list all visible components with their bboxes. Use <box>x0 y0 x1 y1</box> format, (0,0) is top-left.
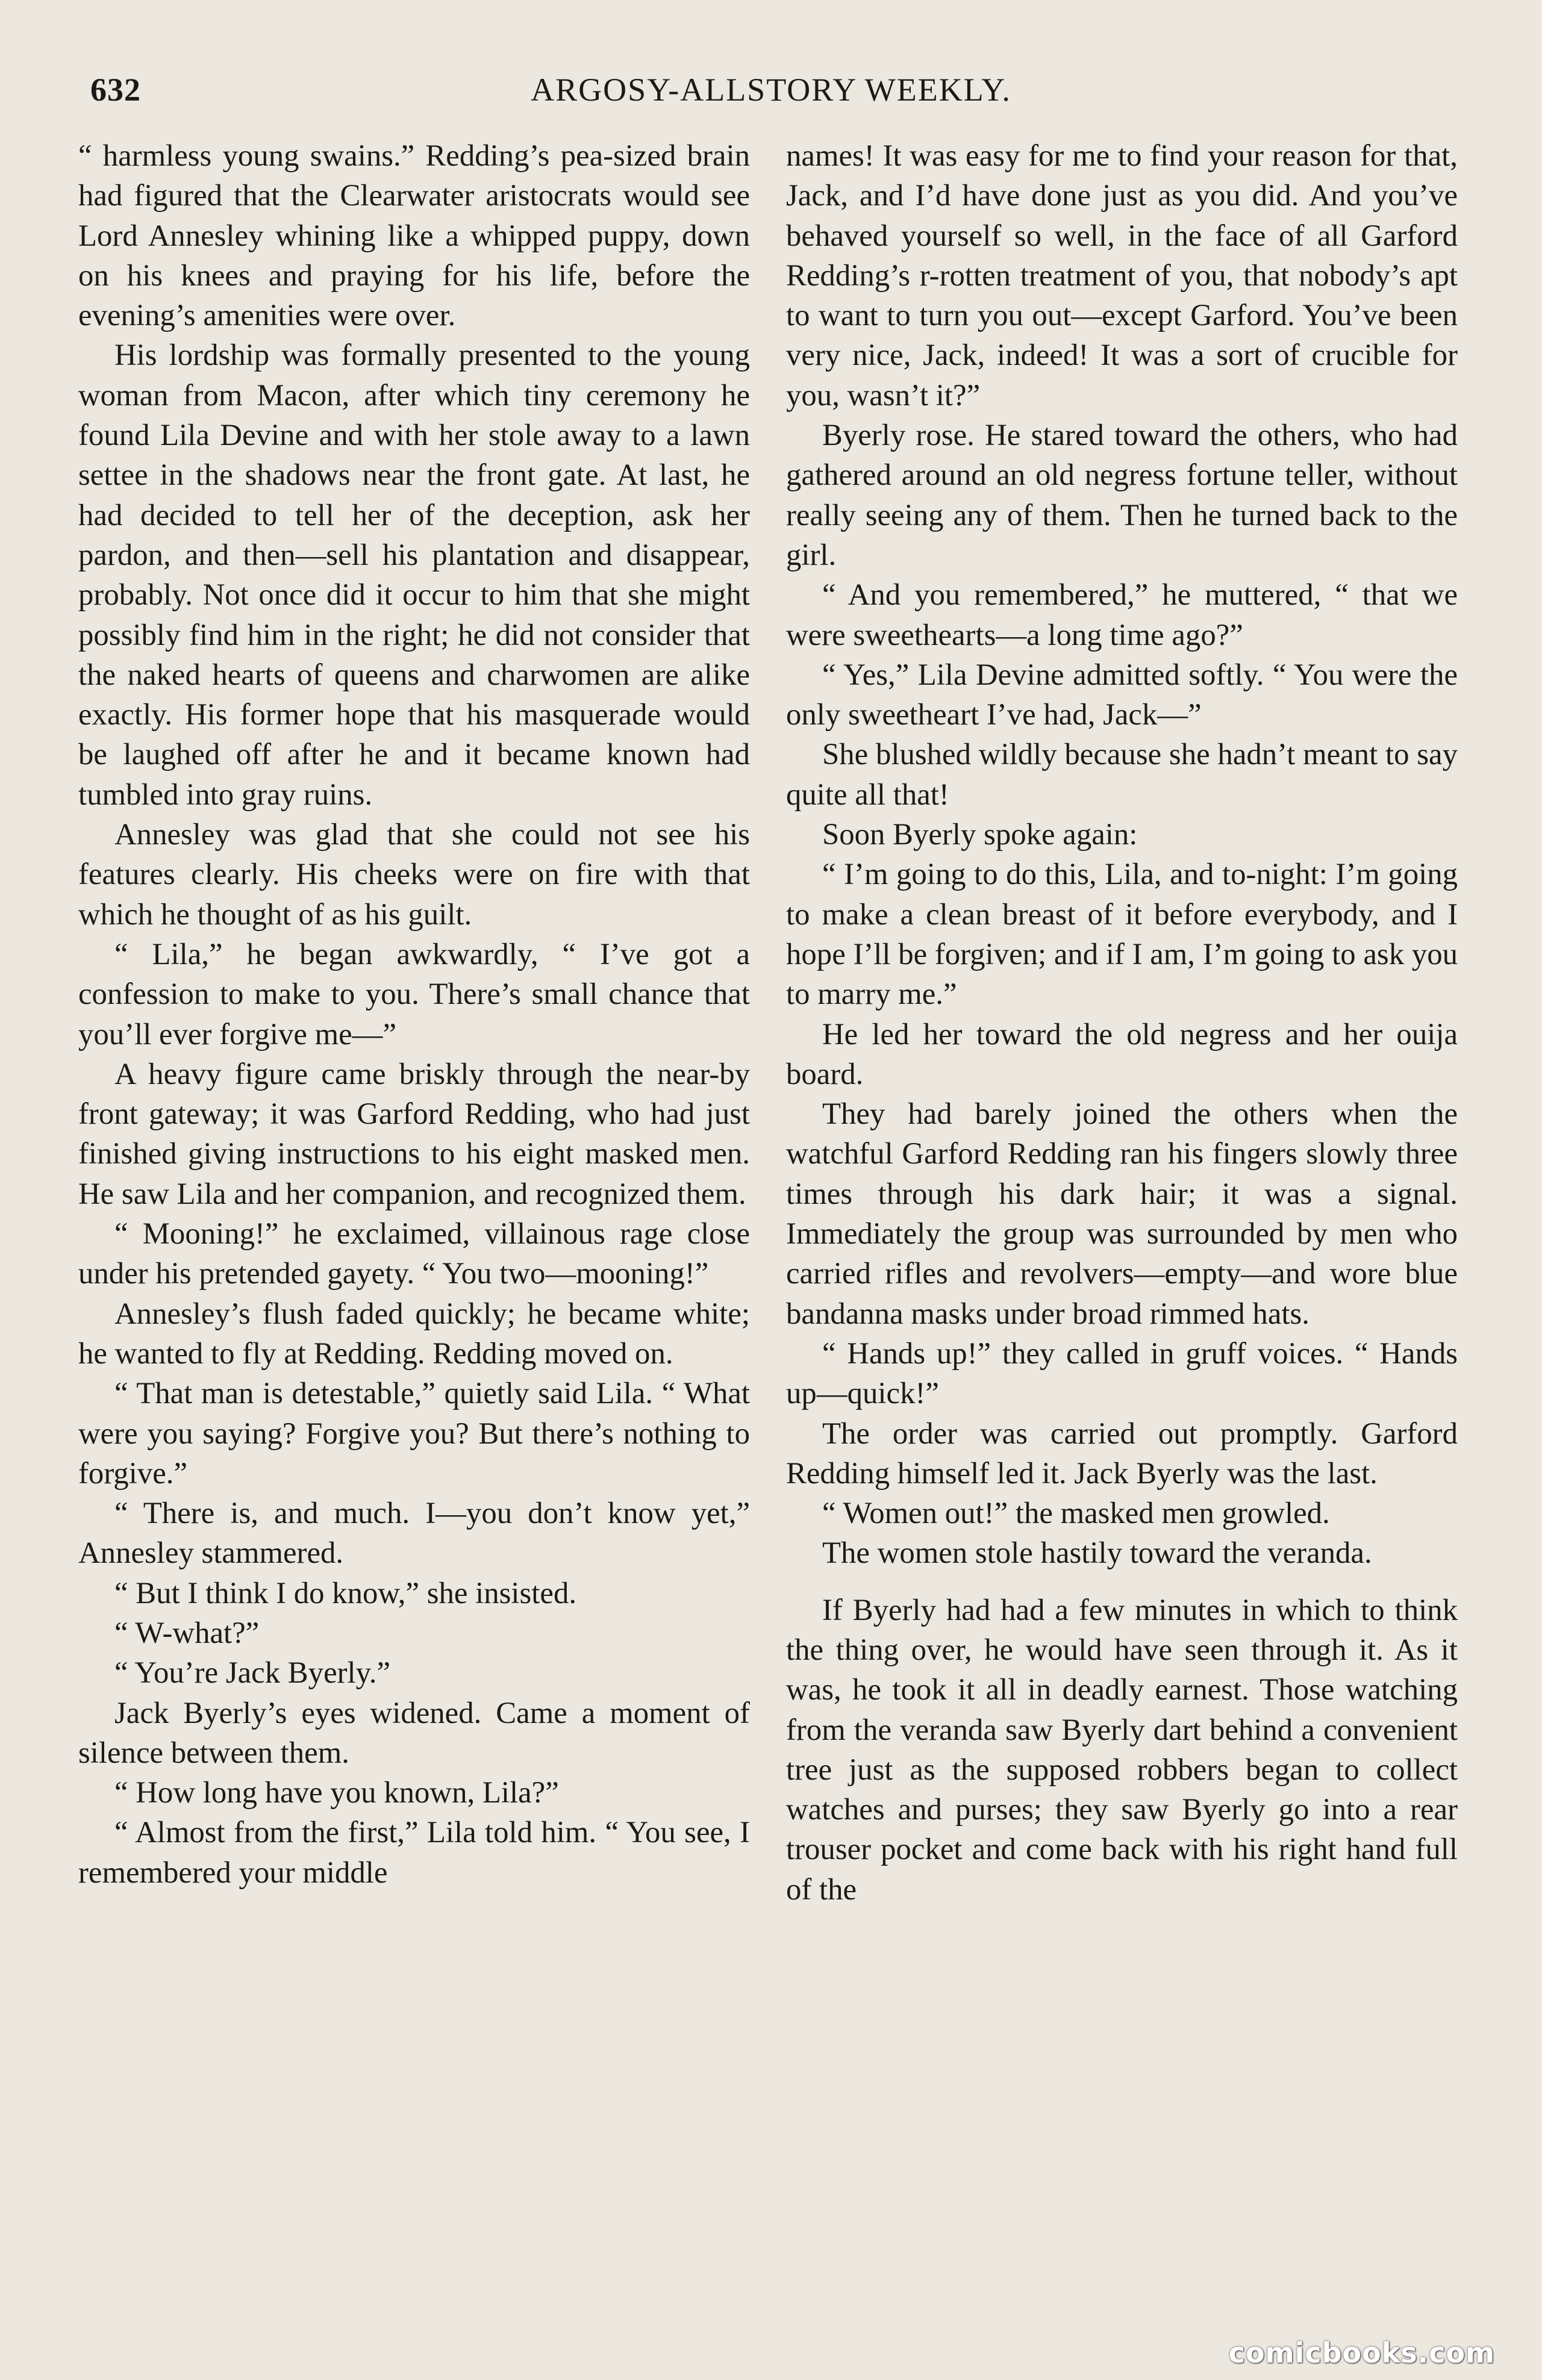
paragraph: “ Lila,” he began awkwardly, “ I’ve got a confession to make to you. There’s small chance that you’ll ever forgive me—” <box>78 936 750 1051</box>
paragraph: Jack Byerly’s eyes widened. Came a moment of silence between them. <box>78 1695 750 1769</box>
paragraph: “ But I think I do know,” she insisted. <box>114 1575 577 1610</box>
running-head: ARGOSY-ALLSTORY WEEKLY. <box>531 72 1011 108</box>
paragraph: “ Yes,” Lila Devine admitted softly. “ You were the only sweetheart I’ve had, Jack—” <box>786 657 1458 732</box>
paragraph: Byerly rose. He stared toward the others, who had gathered around an old negress fortune teller, without really seeing any of them. Then he turned back to the girl. <box>786 418 1458 572</box>
page-header <box>90 71 1452 125</box>
paragraph: The order was carried out promptly. Garford Redding himself led it. Jack Byerly was the last. <box>786 1416 1458 1490</box>
paragraph: “ You’re Jack Byerly.” <box>114 1656 390 1690</box>
paragraph: “ Almost from the first,” Lila told him. “ You see, I remembered your middle <box>78 1815 750 1889</box>
page-number: 632 <box>90 72 141 108</box>
paragraph: “ That man is detestable,” quietly said Lila. “ What were you saying? Forgive you? But there’s nothing to forgive.” <box>78 1376 750 1490</box>
right-column <box>786 136 1458 2255</box>
paragraph: “ There is, and much. I—you don’t know yet,” Annesley stammered. <box>78 1496 750 1570</box>
paragraph: Soon Byerly spoke again: <box>822 817 1138 852</box>
paragraph: “ And you remembered,” he muttered, “ that we were sweethearts—a long time ago?” <box>786 578 1458 652</box>
paragraph: Annesley’s flush faded quickly; he became white; he wanted to fly at Redding. Redding moved on. <box>78 1296 750 1370</box>
paragraph: If Byerly had had a few minutes in which to think the thing over, he would have seen through it. As it was, he took it all in deadly earnest. Those watching from the veranda saw Byerly dart behind a convenient tree just as the supposed robbers began to collect watches and purses; they saw Byerly go into a rear trouser pocket and come back with his right hand full of the <box>786 1592 1458 1906</box>
left-column <box>78 136 750 2255</box>
text-columns <box>78 136 1458 2255</box>
paragraph: “ Women out!” the masked men growled. <box>822 1496 1330 1530</box>
paragraph: “ I’m going to do this, Lila, and to-night: I’m going to make a clean breast of it before everybody, and I hope I’ll be forgiven; and if I am, I’m going to ask you to marry me.” <box>786 857 1458 1011</box>
paragraph: The women stole hastily toward the veranda. <box>822 1536 1372 1570</box>
paragraph: They had barely joined the others when the watchful Garford Redding ran his fingers slowly three times through his dark hair; it was a signal. Immediately the group was surrounded by men who carried rifles and revolvers—empty—and wore blue bandanna masks under broad rimmed hats. <box>786 1097 1458 1330</box>
paragraph: He led her toward the old negress and her ouija board. <box>786 1017 1458 1091</box>
paragraph: His lordship was formally presented to the young woman from Macon, after which tiny ceremony he found Lila Devine and with her stole away to a lawn settee in the shadows near the front gate. At last, he had decided to tell her of the deception, ask her pardon, and then—sell his plantation and disappear, probably. Not once did it occur to him that she might possibly find him in the right; he did not consider that the naked hearts of queens and charwomen are alike exactly. His former hope that his masquerade would be laughed off after he and it became known had tumbled into gray ruins. <box>78 338 750 811</box>
paragraph: “ How long have you known, Lila?” <box>114 1775 559 1810</box>
paragraph: A heavy figure came briskly through the near-by front gateway; it was Garford Redding, who had just finished giving instructions to his eight masked men. He saw Lila and her companion, and recognized them. <box>78 1056 750 1210</box>
paragraph: “ Hands up!” they called in gruff voices. “ Hands up—quick!” <box>786 1336 1458 1410</box>
watermark: comicbooks.com <box>1228 2337 1495 2369</box>
paragraph: names! It was easy for me to find your reason for that, Jack, and I’d have done just as you did. And you’ve behaved yourself so well, in the face of all Garford Redding’s r-rotten treatment of you, that nobody’s apt to want to turn you out—except Garford. You’ve been very nice, Jack, indeed! It was a sort of crucible for you, wasn’t it?” <box>786 139 1458 412</box>
paragraph: “ harmless young swains.” Redding’s pea-sized brain had figured that the Clearwater aristocrats would see Lord Annesley whining like a whipped puppy, down on his knees and praying for his life, before the evening’s amenities were over. <box>78 139 750 332</box>
paragraph: “ Mooning!” he exclaimed, villainous rage close under his pretended gayety. “ You two—mooning!” <box>78 1216 750 1291</box>
paragraph: Annesley was glad that she could not see his features clearly. His cheeks were on fire with that which he thought of as his guilt. <box>78 817 750 931</box>
paragraph: She blushed wildly because she hadn’t meant to say quite all that! <box>786 737 1458 811</box>
paragraph: “ W-what?” <box>114 1615 260 1649</box>
